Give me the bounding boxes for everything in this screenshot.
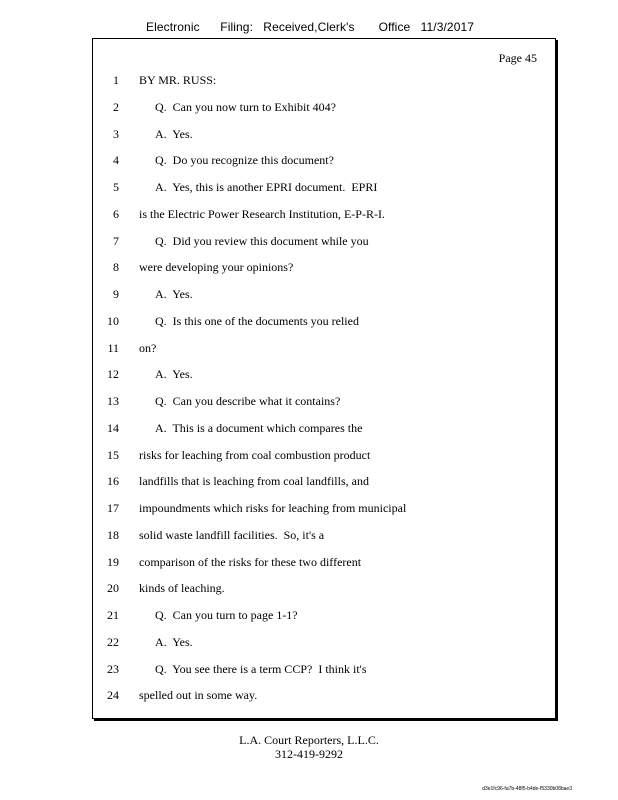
- line-number: 6: [113, 206, 119, 221]
- line-number: 2: [113, 99, 119, 114]
- line-text: A. Yes.: [155, 287, 193, 301]
- line-text: A. Yes, this is another EPRI document. EPRI: [155, 180, 378, 194]
- court-reporter-phone: 312-419-9292: [275, 747, 343, 761]
- line-text: risks for leaching from coal combustion product: [139, 447, 371, 462]
- line-number: 13: [107, 394, 119, 408]
- transcript-line: [93, 127, 555, 143]
- line-text: Q. Can you turn to page 1-1?: [155, 608, 298, 622]
- transcript-line: [93, 153, 555, 169]
- line-text: landfills that is leaching from coal landfills, and: [139, 474, 369, 489]
- page-number: Page 45: [498, 51, 537, 65]
- transcript-line: [93, 73, 555, 89]
- transcript-line: [93, 260, 555, 276]
- transcript-line: [93, 100, 555, 116]
- transcript-line: [93, 555, 555, 571]
- line-text: A. Yes.: [155, 367, 193, 382]
- transcript-line: [93, 448, 555, 464]
- line-text: Q. Did you review this document while you: [155, 233, 369, 248]
- line-number: 7: [113, 233, 119, 248]
- line-text: A. Yes.: [155, 634, 193, 649]
- line-text: Q. Can you now turn to Exhibit 404?: [155, 99, 336, 114]
- line-number: 23: [107, 661, 119, 676]
- line-number: 15: [107, 447, 119, 462]
- line-text: spelled out in some way.: [139, 688, 258, 703]
- transcript-line: [93, 341, 555, 357]
- line-number: 4: [113, 153, 119, 168]
- line-number: 18: [107, 527, 119, 542]
- line-number: 17: [107, 501, 119, 515]
- line-text: solid waste landfill facilities. So, it's a: [139, 527, 325, 542]
- line-number: 20: [107, 581, 119, 596]
- transcript-line: [93, 662, 555, 678]
- line-number: 9: [113, 287, 119, 301]
- line-number: 12: [107, 367, 119, 382]
- transcript-line: [93, 608, 555, 624]
- line-number: 8: [113, 260, 119, 275]
- transcript-line: [93, 367, 555, 383]
- line-text: on?: [139, 340, 157, 355]
- line-text: Q. Is this one of the documents you relied: [155, 313, 359, 328]
- transcript-page: [92, 38, 556, 719]
- line-number: 22: [107, 634, 119, 649]
- transcript-line: [93, 314, 555, 330]
- line-text: were developing your opinions?: [139, 260, 294, 275]
- line-number: 5: [113, 180, 119, 194]
- line-number: 16: [107, 474, 119, 489]
- line-number: 19: [107, 554, 119, 569]
- line-text: Q. Do you recognize this document?: [155, 153, 334, 168]
- line-number: 1: [113, 73, 119, 87]
- line-text: Q. Can you describe what it contains?: [155, 394, 341, 408]
- transcript-line: [93, 635, 555, 651]
- line-text: is the Electric Power Research Institution, E-P-R-I.: [139, 206, 385, 221]
- line-number: 14: [107, 420, 119, 435]
- transcript-line: [93, 474, 555, 490]
- court-reporter-name: L.A. Court Reporters, L.L.C.: [239, 733, 379, 747]
- transcript-line: [93, 207, 555, 223]
- line-text: Q. You see there is a term CCP? I think it's: [155, 661, 367, 676]
- line-text: A. This is a document which compares the: [155, 420, 363, 435]
- transcript-line: [93, 287, 555, 303]
- transcript-line: [93, 688, 555, 704]
- line-text: A. Yes.: [155, 126, 193, 141]
- line-text: impoundments which risks for leaching from municipal: [139, 501, 407, 515]
- transcript-line: [93, 581, 555, 597]
- line-number: 24: [107, 688, 119, 703]
- line-text: BY MR. RUSS:: [139, 73, 217, 87]
- line-number: 11: [107, 340, 119, 355]
- document-hash: d3e1fc96-fa7b-48f5-b4de-f5330b08bae3: [482, 786, 572, 792]
- line-number: 21: [107, 608, 119, 622]
- line-text: comparison of the risks for these two different: [139, 554, 362, 569]
- transcript-line: [93, 528, 555, 544]
- transcript-line: [93, 234, 555, 250]
- filing-stamp: Electronic Filing: Received,Clerk's Office 11/3/2017: [146, 20, 475, 34]
- transcript-line: [93, 394, 555, 410]
- transcript-line: [93, 421, 555, 437]
- line-number: 10: [107, 313, 119, 328]
- line-text: kinds of leaching.: [139, 581, 225, 596]
- line-number: 3: [113, 126, 119, 141]
- transcript-line: [93, 501, 555, 517]
- transcript-line: [93, 180, 555, 196]
